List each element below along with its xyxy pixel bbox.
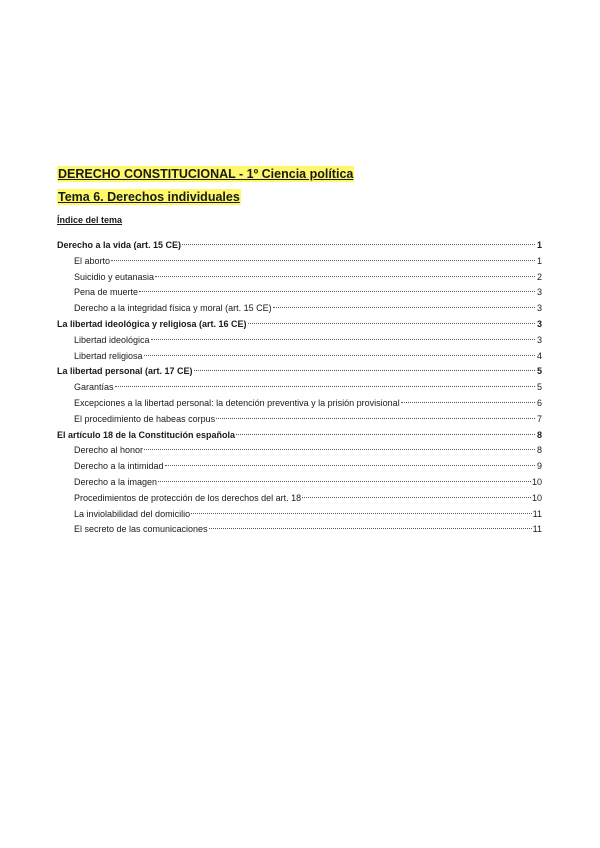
dot-leader [151, 338, 535, 340]
toc-page-number: 5 [536, 366, 542, 377]
toc-page-number: 11 [532, 508, 542, 519]
toc-entry-label: Garantías [74, 382, 114, 393]
toc-entry-label: Excepciones a la libertad personal: la detención preventiva y la prisión provisional [74, 397, 400, 408]
toc-page-number: 4 [536, 350, 542, 361]
toc-entry-label: Derecho a la imagen [74, 476, 158, 487]
toc-subsection-entry[interactable] [57, 491, 542, 507]
dot-leader [302, 496, 531, 498]
toc-page-number: 8 [536, 429, 542, 440]
toc-section-entry[interactable] [57, 317, 542, 333]
document-title: DERECHO CONSTITUCIONAL - 1º Ciencia política [58, 167, 354, 181]
toc-section-entry[interactable] [57, 238, 542, 254]
toc-page-number: 1 [536, 240, 542, 250]
toc-page-number: 3 [536, 287, 542, 298]
document-subtitle: Tema 6. Derechos individuales [58, 190, 240, 204]
toc-entry-label: El artículo 18 de la Constitución española [57, 429, 236, 440]
toc-entry-label: Pena de muerte [74, 287, 139, 298]
toc-entry-label: Libertad ideológica [74, 334, 150, 345]
toc-subsection-entry[interactable] [57, 443, 542, 459]
toc-subsection-entry[interactable] [57, 412, 542, 428]
toc-page-number: 3 [536, 318, 542, 329]
toc-section-entry[interactable] [57, 428, 542, 444]
toc-page-number: 1 [536, 255, 542, 266]
toc-subsection-entry[interactable] [57, 270, 542, 286]
toc-entry-label: El aborto [74, 255, 111, 266]
table-of-contents [57, 238, 542, 538]
dot-leader [115, 385, 535, 387]
toc-entry-label: Derecho al honor [74, 445, 144, 456]
toc-entry-label: El procedimiento de habeas corpus [74, 413, 216, 424]
toc-page-number: 3 [536, 303, 542, 314]
dot-leader [165, 464, 535, 466]
toc-page-number: 10 [531, 492, 542, 503]
toc-page-number: 8 [536, 445, 542, 456]
toc-subsection-entry[interactable] [57, 301, 542, 317]
dot-leader [155, 275, 535, 277]
toc-entry-label: Suicidio y eutanasia [74, 271, 155, 282]
dot-leader [191, 512, 532, 514]
toc-subsection-entry[interactable] [57, 459, 542, 475]
toc-page-number: 10 [531, 476, 542, 487]
dot-leader [236, 433, 535, 435]
toc-page-number: 6 [536, 397, 542, 408]
dot-leader [144, 448, 535, 450]
toc-entry-label: Procedimientos de protección de los derechos del art. 18 [74, 492, 302, 503]
dot-leader [139, 290, 535, 292]
toc-subsection-entry[interactable] [57, 285, 542, 301]
toc-subsection-entry[interactable] [57, 522, 542, 538]
toc-subsection-entry[interactable] [57, 475, 542, 491]
toc-page-number: 2 [536, 271, 542, 282]
dot-leader [144, 354, 535, 356]
dot-leader [111, 259, 535, 261]
toc-page-number: 5 [536, 382, 542, 393]
toc-subsection-entry[interactable] [57, 254, 542, 270]
toc-subsection-entry[interactable] [57, 333, 542, 349]
toc-subsection-entry[interactable] [57, 507, 542, 523]
dot-leader [194, 369, 535, 371]
dot-leader [401, 401, 535, 403]
document-header [57, 165, 354, 206]
toc-entry-label: El secreto de las comunicaciones [74, 524, 208, 535]
dot-leader [182, 243, 535, 245]
toc-page-number: 7 [536, 413, 542, 424]
toc-entry-label: Derecho a la integridad física y moral (art. 15 CE) [74, 303, 272, 314]
toc-entry-label: La inviolabilidad del domicilio [74, 508, 191, 519]
toc-subsection-entry[interactable] [57, 349, 542, 365]
dot-leader [273, 306, 535, 308]
dot-leader [248, 322, 535, 324]
dot-leader [158, 480, 531, 482]
toc-subsection-entry[interactable] [57, 396, 542, 412]
toc-page-number: 9 [536, 461, 542, 472]
toc-entry-label: Libertad religiosa [74, 350, 143, 361]
toc-page-number: 3 [536, 334, 542, 345]
toc-entry-label: Derecho a la intimidad [74, 461, 164, 472]
toc-entry-label: La libertad ideológica y religiosa (art. 16 CE) [57, 318, 247, 329]
toc-page-number: 11 [532, 524, 542, 535]
index-heading: Índice del tema [57, 215, 123, 225]
dot-leader [209, 527, 532, 529]
toc-entry-label: La libertad personal (art. 17 CE) [57, 366, 193, 377]
toc-entry-label: Derecho a la vida (art. 15 CE) [57, 240, 182, 250]
toc-subsection-entry[interactable] [57, 380, 542, 396]
toc-section-entry[interactable] [57, 364, 542, 380]
dot-leader [216, 417, 535, 419]
